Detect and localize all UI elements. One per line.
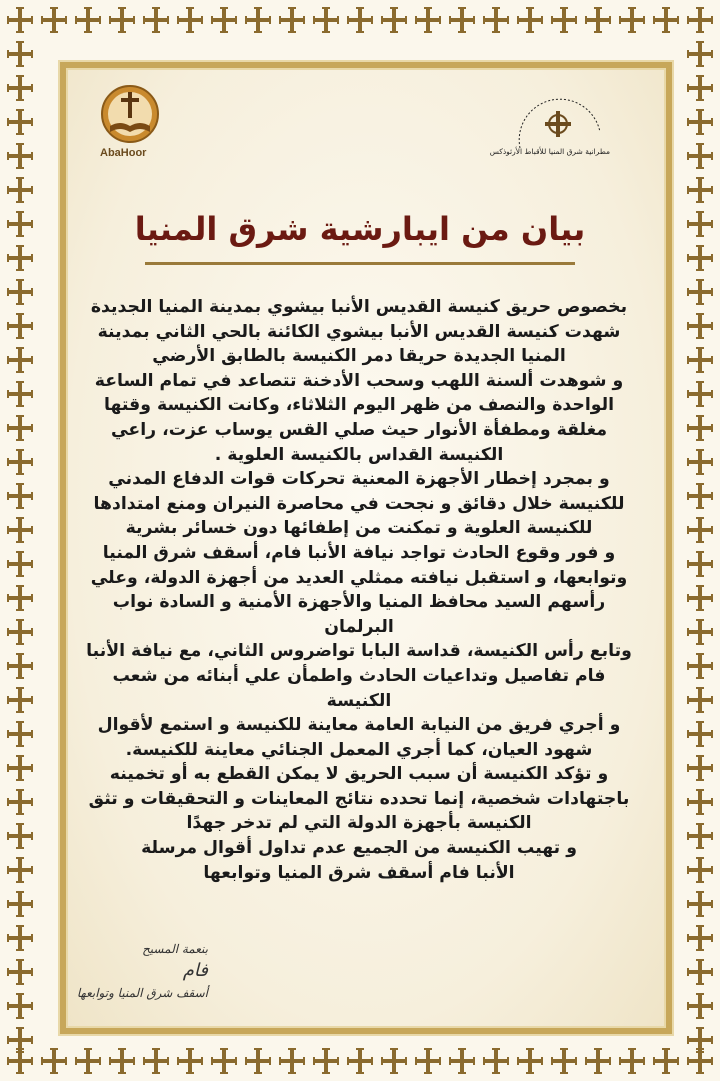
paragraph: و بمجرد إخطار الأجهزة المعنية تحركات قوات الدفاع المدني للكنيسة خلال دقائق و نجحت في محاصرة النيران ومنع امتدادها للكنيسة العلوية و تمكنت من إطفائها دون خسائر بشرية: [93, 469, 625, 539]
border-cross-icon: [347, 7, 373, 33]
border-cross-icon: [7, 313, 33, 339]
border-cross-icon: [687, 177, 713, 203]
border-cross-icon: [211, 7, 237, 33]
border-cross-icon: [279, 1048, 305, 1074]
border-cross-icon: [449, 7, 475, 33]
border-cross-icon: [653, 7, 679, 33]
paragraph: و شوهدت ألسنة اللهب وسحب الأدخنة تتصاعد في تمام الساعة الواحدة والنصف من ظهر اليوم الثلاثاء، وكانت الكنيسة وقتها مغلقة ومطفأة الأنوار حيث صلي القس يوساب عزت، راعي الكنيسة القداس بالكنيسة العلوية .: [94, 370, 624, 465]
border-cross-icon: [177, 7, 203, 33]
border-cross-icon: [7, 925, 33, 951]
border-cross-icon: [7, 143, 33, 169]
paragraph: بخصوص حريق كنيسة القديس الأنبا بيشوي بمدينة المنيا الجديدة: [90, 297, 628, 317]
paragraph: و أجري فريق من النيابة العامة معاينة للكنيسة و استمع لأقوال شهود العيان، كما أجري المعمل الجنائي معاينة للكنيسة.: [97, 715, 621, 760]
border-cross-icon: [687, 551, 713, 577]
border-cross-icon: [7, 993, 33, 1019]
border-cross-icon: [143, 7, 169, 33]
abahoor-logo-caption: AbaHoor: [100, 147, 147, 159]
border-cross-icon: [7, 449, 33, 475]
border-cross-icon: [687, 721, 713, 747]
border-cross-icon: [687, 687, 713, 713]
border-cross-icon: [41, 1048, 67, 1074]
border-cross-icon: [687, 653, 713, 679]
border-cross-icon: [415, 7, 441, 33]
signature-line: أسقف شرق المنيا وتوابعها: [76, 986, 208, 1000]
border-cross-icon: [653, 1048, 679, 1074]
border-cross-icon: [143, 1048, 169, 1074]
border-cross-icon: [279, 7, 305, 33]
border-cross-icon: [7, 687, 33, 713]
border-cross-icon: [7, 653, 33, 679]
border-cross-icon: [483, 7, 509, 33]
signature-line: بنعمة المسيح: [142, 942, 208, 956]
handwritten-signature: [78, 938, 208, 1010]
border-cross-icon: [7, 211, 33, 237]
border-cross-icon: [347, 1048, 373, 1074]
border-cross-icon: [75, 1048, 101, 1074]
border-cross-icon: [687, 1027, 713, 1053]
border-cross-icon: [313, 1048, 339, 1074]
border-cross-icon: [7, 755, 33, 781]
paragraph: و تهيب الكنيسة من الجميع عدم تداول أقوال مرسلة: [141, 838, 577, 859]
border-cross-icon: [7, 41, 33, 67]
page-title: بيان من ايبارشية شرق المنيا: [134, 210, 586, 248]
border-cross-icon: [687, 449, 713, 475]
border-cross-icon: [619, 1048, 645, 1074]
border-cross-icon: [381, 1048, 407, 1074]
border-cross-icon: [211, 1048, 237, 1074]
border-cross-icon: [585, 1048, 611, 1074]
border-cross-icon: [7, 75, 33, 101]
border-cross-icon: [7, 7, 33, 33]
border-cross-icon: [687, 483, 713, 509]
border-cross-icon: [415, 1048, 441, 1074]
border-cross-icon: [687, 857, 713, 883]
border-cross-icon: [687, 109, 713, 135]
border-cross-icon: [7, 415, 33, 441]
border-cross-icon: [7, 551, 33, 577]
border-cross-icon: [7, 483, 33, 509]
border-cross-icon: [7, 789, 33, 815]
border-cross-icon: [687, 789, 713, 815]
border-cross-icon: [449, 1048, 475, 1074]
border-cross-icon: [687, 415, 713, 441]
border-cross-icon: [687, 891, 713, 917]
diocese-seal-icon: [489, 92, 612, 158]
border-cross-icon: [687, 517, 713, 543]
paragraph: و تؤكد الكنيسة أن سبب الحريق لا يمكن القطع به أو تخمينه باجتهادات شخصية، إنما تحدده نتائج المعاينات و التحقيقات و تثق الكنيسة بأجهزة الدولة التي لم تدخر جهدًا: [88, 764, 630, 834]
border-cross-icon: [7, 177, 33, 203]
border-cross-icon: [7, 109, 33, 135]
border-cross-icon: [687, 823, 713, 849]
border-cross-icon: [177, 1048, 203, 1074]
border-cross-icon: [381, 7, 407, 33]
border-cross-icon: [7, 381, 33, 407]
border-cross-icon: [687, 755, 713, 781]
border-cross-icon: [585, 7, 611, 33]
border-cross-icon: [687, 585, 713, 611]
paragraph: الأنبا فام أسقف شرق المنيا وتوابعها: [203, 862, 515, 883]
border-cross-icon: [7, 823, 33, 849]
title-underline: [145, 262, 575, 265]
border-cross-icon: [687, 313, 713, 339]
border-cross-icon: [687, 279, 713, 305]
border-cross-icon: [687, 143, 713, 169]
statement-body: [85, 295, 633, 885]
border-cross-icon: [483, 1048, 509, 1074]
border-cross-icon: [7, 347, 33, 373]
border-cross-icon: [687, 7, 713, 33]
border-cross-icon: [7, 891, 33, 917]
border-cross-icon: [517, 1048, 543, 1074]
border-cross-icon: [551, 1048, 577, 1074]
paragraph: وتابع رأس الكنيسة، قداسة البابا تواضروس الثاني، مع نيافة الأنبا فام تفاصيل وتداعيات الحادث واطمأن علي أبنائه من شعب الكنيسة: [86, 641, 632, 711]
border-cross-icon: [7, 1027, 33, 1053]
border-cross-icon: [7, 279, 33, 305]
border-cross-icon: [551, 7, 577, 33]
border-cross-icon: [687, 41, 713, 67]
border-cross-icon: [245, 7, 271, 33]
border-cross-icon: [313, 7, 339, 33]
border-cross-icon: [7, 585, 33, 611]
paragraph: و فور وقوع الحادث تواجد نيافة الأنبا فام، أسقف شرق المنيا وتوابعها، و استقبل نيافته ممثلي العديد من أجهزة الدولة، وعلي رأسهم السيد محافظ المنيا والأجهزة الأمنية و السادة نواب البرلمان: [90, 542, 628, 637]
border-cross-icon: [687, 211, 713, 237]
border-cross-icon: [7, 517, 33, 543]
paragraph: شهدت كنيسة القديس الأنبا بيشوي الكائنة بالحي الثاني بمدينة المنيا الجديدة حريقا دمر الكنيسة بالطابق الأرضي: [97, 321, 621, 367]
diocese-seal-caption: مطرانية شرق المنيا للأقباط الأرثوذكس: [489, 147, 610, 156]
border-cross-icon: [7, 959, 33, 985]
border-cross-icon: [245, 1048, 271, 1074]
border-cross-icon: [687, 245, 713, 271]
border-cross-icon: [75, 7, 101, 33]
border-cross-icon: [687, 347, 713, 373]
border-cross-icon: [687, 381, 713, 407]
signature-line: فام: [182, 960, 208, 981]
border-cross-icon: [41, 7, 67, 33]
border-cross-icon: [687, 959, 713, 985]
border-cross-icon: [7, 619, 33, 645]
border-cross-icon: [687, 75, 713, 101]
border-cross-icon: [687, 925, 713, 951]
border-cross-icon: [109, 7, 135, 33]
border-cross-icon: [7, 857, 33, 883]
border-cross-icon: [7, 721, 33, 747]
border-cross-icon: [687, 619, 713, 645]
border-cross-icon: [7, 245, 33, 271]
border-cross-icon: [517, 7, 543, 33]
border-cross-icon: [109, 1048, 135, 1074]
border-cross-icon: [619, 7, 645, 33]
border-cross-icon: [687, 993, 713, 1019]
